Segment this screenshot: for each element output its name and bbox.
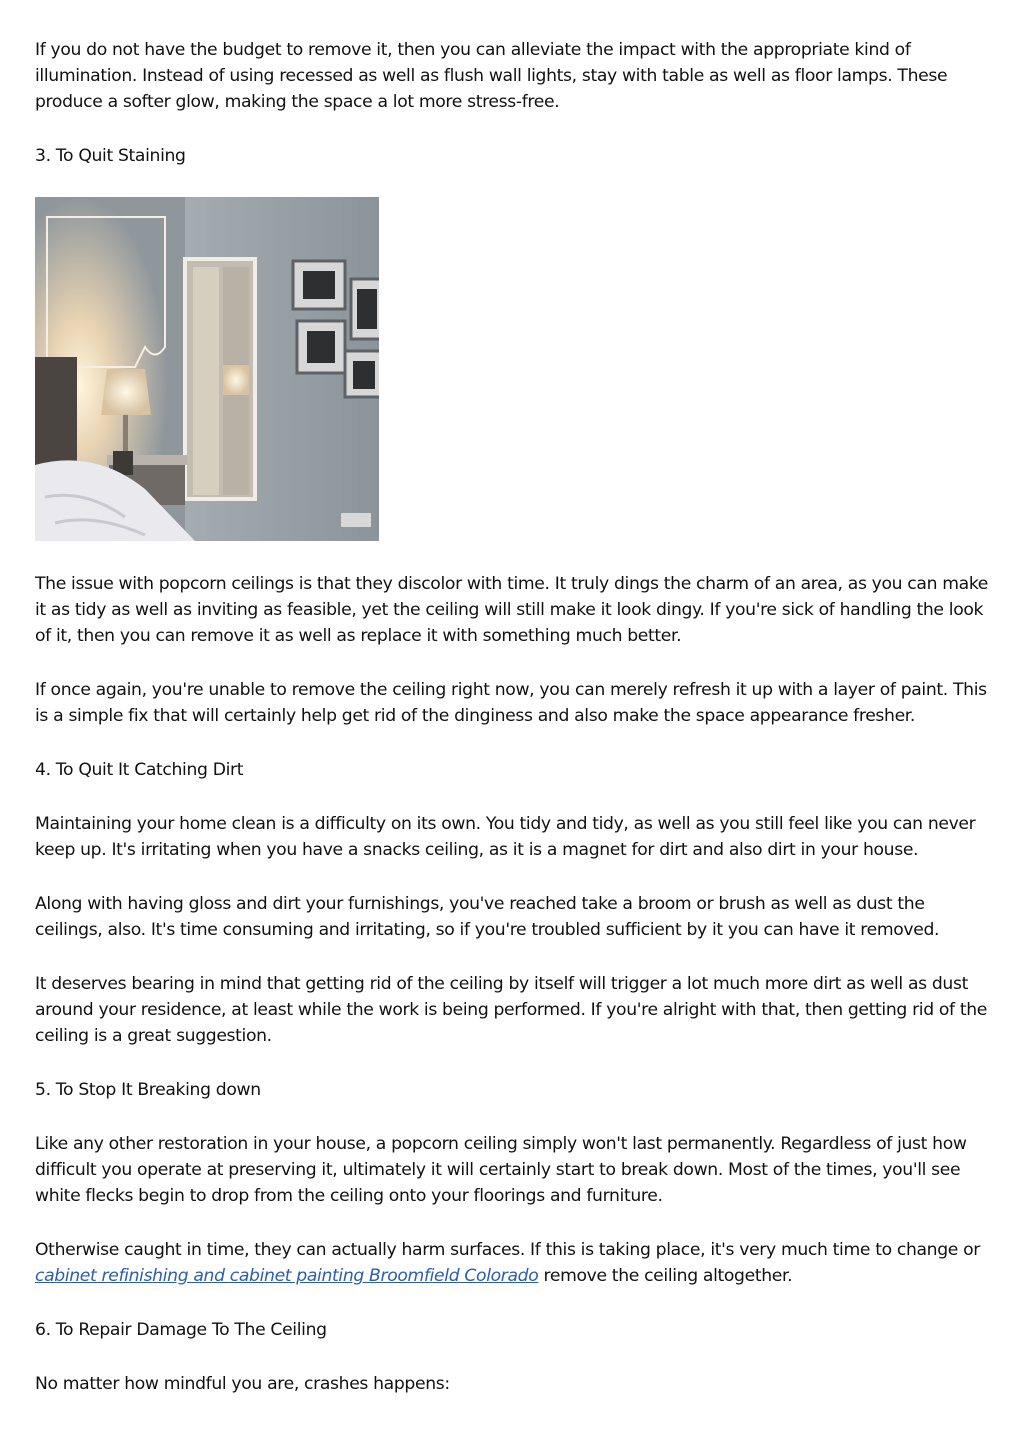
paragraph-discolor: The issue with popcorn ceilings is that they discolor with time. It truly dings the charm of an area, as you can make it as tidy as well as inviting as feasible, yet the ceiling will still make it look dingy. If you're sick of handling the look of it, then you can remove it as well as replace it with something much better. (35, 574, 989, 646)
paragraph-clean: Maintaining your home clean is a difficulty on its own. You tidy and tidy, as well as you still feel like you can never keep up. It's irritating when you have a snacks ceiling, as it is a magnet for dirt and also dirt in your house. (35, 814, 976, 860)
bedroom-photo (35, 197, 379, 541)
section-heading-dirt: 4. To Quit It Catching Dirt (35, 760, 244, 780)
section-heading-repair: 6. To Repair Damage To The Ceiling (35, 1320, 327, 1340)
paragraph-paint: If once again, you're unable to remove the ceiling right now, you can merely refresh it up with a layer of paint. This is a simple fix that will certainly help get rid of the dinginess and also make the space appearance fresher. (35, 680, 987, 726)
paragraph-surfaces-tail: remove the ceiling altogether. (538, 1266, 793, 1286)
paragraph-crashes: No matter how mindful you are, crashes happens: (35, 1374, 450, 1394)
article-body (35, 37, 995, 1397)
section-heading-staining: 3. To Quit Staining (35, 146, 186, 166)
paragraph-lighting: If you do not have the budget to remove it, then you can alleviate the impact with the appropriate kind of illumination. Instead of using recessed as well as flush wall lights, stay with table as well as floor lamps. These produce a softer glow, making the space a lot more stress-free. (35, 40, 948, 112)
paragraph-dust: Along with having gloss and dirt your furnishings, you've reached take a broom or brush as well as dust the ceilings, also. It's time consuming and irritating, so if you're troubled sufficient by it you can have it removed. (35, 894, 940, 940)
paragraph-restoration: Like any other restoration in your house, a popcorn ceiling simply won't last permanently. Regardless of just how difficult you operate at preserving it, ultimately it will certainly start to break down. Most of the times, you'll see white flecks begin to drop from the ceiling onto your floorings and furniture. (35, 1134, 967, 1206)
cabinet-refinishing-link[interactable]: cabinet refinishing and cabinet painting Broomfield Colorado (35, 1266, 539, 1286)
paragraph-removal-dust: It deserves bearing in mind that getting rid of the ceiling by itself will trigger a lot much more dirt as well as dust around your residence, at least while the work is being performed. If you're alright with that, then getting rid of the ceiling is a great suggestion. (35, 974, 988, 1046)
paragraph-surfaces-text: Otherwise caught in time, they can actually harm surfaces. If this is taking place, it's very much time to change or (35, 1240, 981, 1260)
paragraph-surfaces (35, 1237, 995, 1289)
bedroom-photo-illustration (35, 197, 379, 541)
section-heading-breaking: 5. To Stop It Breaking down (35, 1080, 261, 1100)
